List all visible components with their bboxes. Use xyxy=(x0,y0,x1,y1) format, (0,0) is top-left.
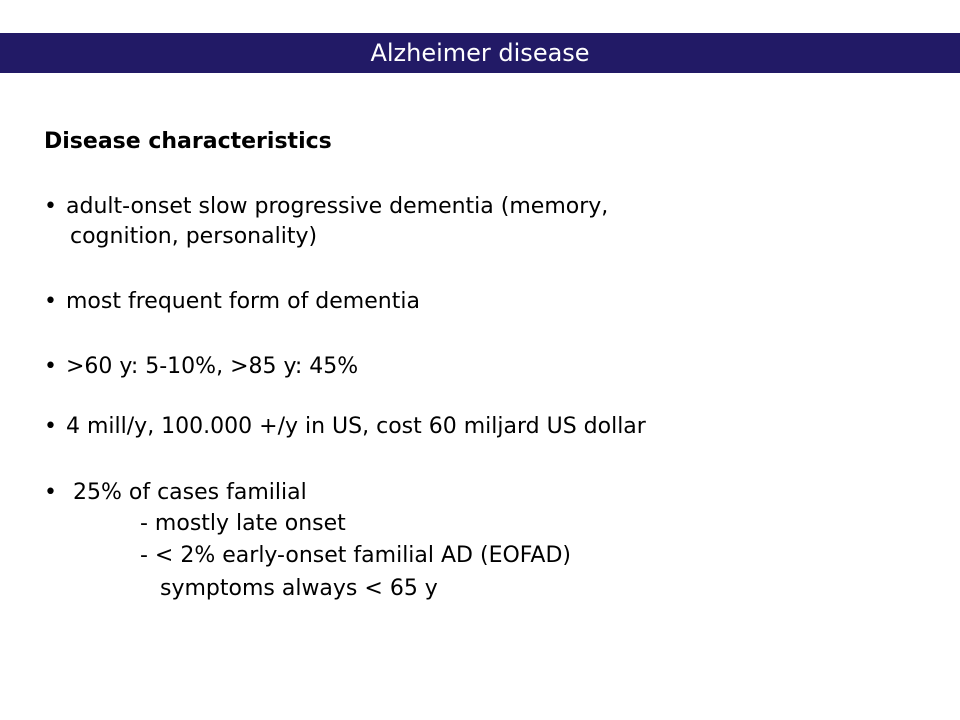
bullet-item xyxy=(44,287,420,317)
bullet-text: >60 y: 5-10%, >85 y: 45% xyxy=(66,354,359,379)
bullet-icon: • xyxy=(44,414,57,439)
bullet-icon: • xyxy=(44,354,57,379)
sub-bullet: - < 2% early-onset familial AD (EOFAD) xyxy=(140,543,571,568)
bullet-icon: • xyxy=(44,289,57,314)
slide-title-bar xyxy=(0,33,960,73)
bullet-icon: • xyxy=(44,194,57,219)
bullet-text: 25% of cases familial xyxy=(66,480,307,505)
bullet-item xyxy=(44,192,608,222)
bullet-text: most frequent form of dementia xyxy=(66,289,420,314)
bullet-item xyxy=(44,412,646,442)
bullet-text: 4 mill/y, 100.000 +/y in US, cost 60 miljard US dollar xyxy=(66,414,646,439)
sub-bullet-continuation: symptoms always < 65 y xyxy=(160,576,438,601)
sub-bullet: - mostly late onset xyxy=(140,511,346,536)
bullet-continuation: cognition, personality) xyxy=(70,224,318,249)
slide-title: Alzheimer disease xyxy=(370,39,590,67)
bullet-text: adult-onset slow progressive dementia (memory, xyxy=(66,194,609,219)
section-heading: Disease characteristics xyxy=(44,129,332,154)
bullet-item xyxy=(44,478,307,508)
bullet-icon: • xyxy=(44,480,57,505)
bullet-item xyxy=(44,352,358,382)
